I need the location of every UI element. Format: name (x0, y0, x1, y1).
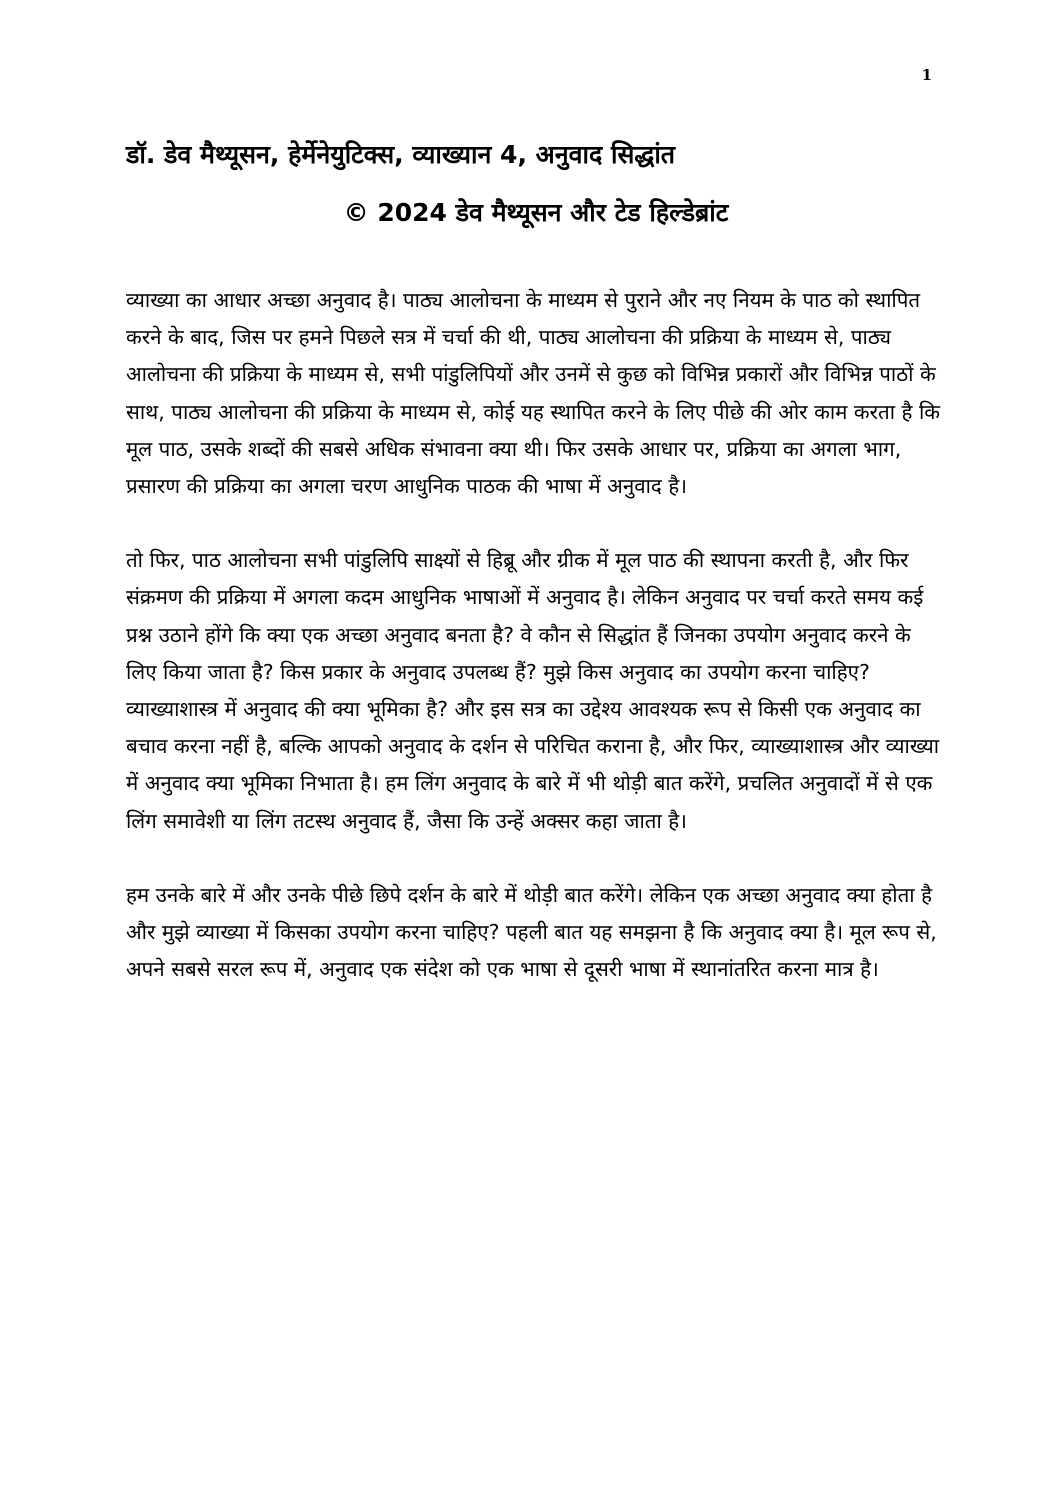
paragraph-1: व्याख्या का आधार अच्छा अनुवाद है। पाठ्य आलोचना के माध्यम से पुराने और नए नियम के पाठ को स्थापित करने के बाद, जिस पर हमने पिछले सत्र में चर्चा की थी, पाठ्य आलोचना की प्रक्रिया के माध्यम से, पाठ्य आलोचना की प्रक्रिया के माध्यम से, सभी पांडुलिपियों और उनमें से कुछ को विभिन्न प्रकारों और विभिन्न पाठों के साथ, पाठ्य आलोचना की प्रक्रिया के माध्यम से, कोई यह स्थापित करने के लिए पीछे की ओर काम करता है कि मूल पाठ, उसके शब्दों की सबसे अधिक संभावना क्या थी। फिर उसके आधार पर, प्रक्रिया का अगला भाग, प्रसारण की प्रक्रिया का अगला चरण आधुनिक पाठक की भाषा में अनुवाद है। (126, 288, 940, 499)
paragraph-3: हम उनके बारे में और उनके पीछे छिपे दर्शन के बारे में थोड़ी बात करेंगे। लेकिन एक अच्छा अनुवाद क्या होता है और मुझे व्याख्या में किसका उपयोग करना चाहिए? पहली बात यह समझना है कि अनुवाद क्या है। मूल रूप से, अपने सबसे सरल रूप में, अनुवाद एक संदेश को एक भाषा से दूसरी भाषा में स्थानांतरित करना मात्र है। (126, 882, 937, 982)
copyright-line: © 2024 डेव मैथ्यूसन और टेड हिल्डेब्रांट (343, 198, 729, 227)
body-text (126, 282, 940, 1025)
document-title: डॉ. डेव मैथ्यूसन, हेर्मेनेयुटिक्स, व्याख्यान 4, अनुवाद सिद्धांत (126, 140, 676, 169)
title-block (126, 126, 946, 242)
page-number: 1 (921, 66, 932, 84)
paragraph-2: तो फिर, पाठ आलोचना सभी पांडुलिपि साक्ष्यों से हिब्रू और ग्रीक में मूल पाठ की स्थापना करती है, और फिर संक्रमण की प्रक्रिया में अगला कदम आधुनिक भाषाओं में अनुवाद है। लेकिन अनुवाद पर चर्चा करते समय कई प्रश्न उठाने होंगे कि क्या एक अच्छा अनुवाद बनता है? वे कौन से सिद्धांत हैं जिनका उपयोग अनुवाद करने के लिए किया जाता है? किस प्रकार के अनुवाद उपलब्ध हैं? मुझे किस अनुवाद का उपयोग करना चाहिए? व्याख्याशास्त्र में अनुवाद की क्या भूमिका है? और इस सत्र का उद्देश्य आवश्यक रूप से किसी एक अनुवाद का बचाव करना नहीं है, बल्कि आपको अनुवाद के दर्शन से परिचित कराना है, और फिर, व्याख्याशास्त्र और व्याख्या में अनुवाद क्या भूमिका निभाता है। हम लिंग अनुवाद के बारे में भी थोड़ी बात करेंगे, प्रचलित अनुवादों में से एक लिंग समावेशी या लिंग तटस्थ अनुवाद हैं, जैसा कि उन्हें अक्सर कहा जाता है। (126, 548, 940, 833)
